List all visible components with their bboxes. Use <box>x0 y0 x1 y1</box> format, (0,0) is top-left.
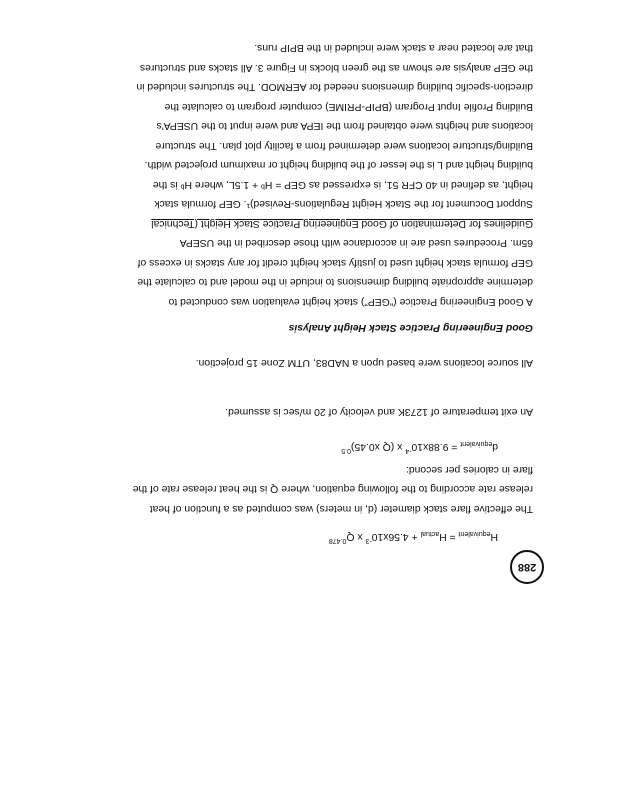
equation-h-equivalent: $H_{equivalent} = H_{actual} + 4.56x10^{-3}$ x $Q^{0.478}$ <box>328 530 498 544</box>
paragraph-source-locations: All source locations were based upon a NAD83, UTM Zone 15 projection. <box>195 357 533 368</box>
paragraph-flare-diameter: The effective flare stack diameter (d, in meters) was computed as a function of heat release rate according to the following equation, where Q is the heat release rate of the flare in calories per second: <box>132 464 533 514</box>
paragraph-exit-temperature: An exit temperature of 1273K and velocity of 20 m/sec is assumed. <box>225 406 533 417</box>
paragraph-gep-analysis: A Good Engineering Practice (“GEP”) stack height evaluation was conducted to determine appropriate building dimensions to include in the model and to calculate the GEP formula stack height used to justify stack height credit for any stacks in excess of 65m. Procedures used are in accordance with those described in the USEPA Guidelines for Determination of Good Engineering Practice Stack Height (Technical Support Document for the Stack Height Regulations-Revised)¹. GEP formula stack height, as defined in 40 CFR 51, is expressed as GEP = Hᵇ + 1.5L, where Hᵇ is the building height and L is the lesser of the building height or maximum projected width. Building/structure locations were determined from a facility plot plan. The structure locations and heights were obtained from the IEPA and were input to the USEPA's Building Profile Input Program (BPIP-PRIME) computer program to calculate the direction-specific building dimensions needed for AERMOD. The structures included in the GEP analysis are shown as the green blocks in Figure 3. All stacks and structures that are located near a stack were included in the BPIP runs. <box>136 42 533 307</box>
section-heading-gep: Good Engineering Practice Stack Height Analysis <box>288 322 533 333</box>
equation-d-equivalent: $d_{equivalent} = 9.88x10^{-4}$ x (Q x0.45)$^{0.5}$ <box>341 440 498 454</box>
page-number-badge: 288 <box>510 550 544 584</box>
